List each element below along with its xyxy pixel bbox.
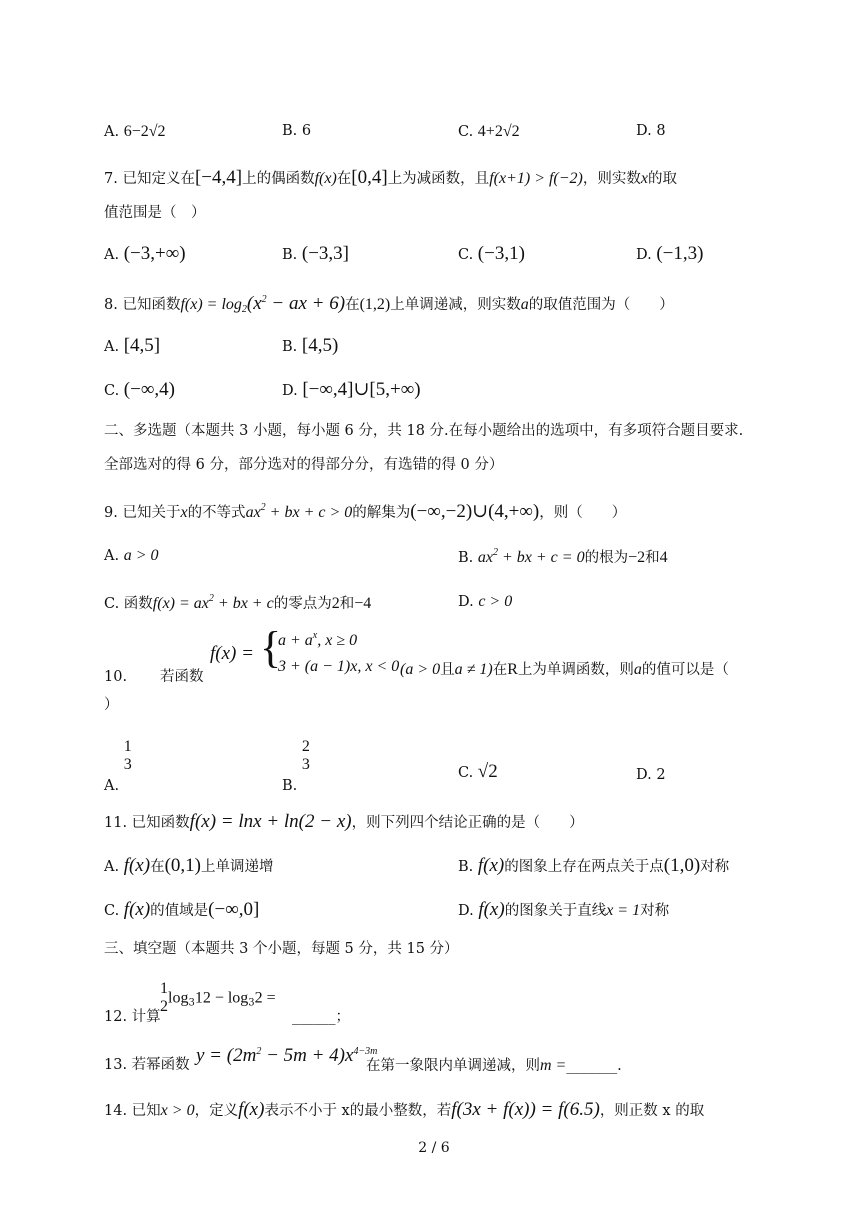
q9-option-b bbox=[458, 548, 668, 566]
q10-option-a bbox=[104, 738, 132, 795]
fraction-numerator: 1 bbox=[160, 980, 168, 997]
option-text: 和 bbox=[339, 596, 355, 612]
fraction-denominator: 3 bbox=[123, 756, 132, 774]
q7-option-c bbox=[458, 244, 525, 263]
stem-text: 若函数 bbox=[160, 669, 204, 685]
q8-option-d bbox=[282, 380, 421, 399]
math-part: f(x) = log bbox=[180, 296, 242, 313]
question-number: 12. bbox=[104, 1009, 128, 1025]
stem-text: . bbox=[617, 1058, 622, 1074]
math: f(x+1) > f(−2) bbox=[489, 170, 583, 187]
math: f(x) bbox=[123, 899, 151, 920]
q9-option-a bbox=[104, 548, 159, 564]
q10-option-c bbox=[458, 762, 498, 781]
option-text: 的值域是 bbox=[150, 903, 209, 919]
fraction bbox=[302, 738, 310, 775]
math: f(x) bbox=[478, 899, 505, 920]
stem-text: ，则实数 bbox=[582, 171, 641, 187]
option-text: 4+2√2 bbox=[477, 123, 520, 140]
option-text: (−3,1) bbox=[477, 243, 525, 264]
q12-prefix bbox=[104, 1010, 161, 1025]
stem-text: 上的偶函数 bbox=[242, 171, 315, 187]
stem-text: 且 bbox=[440, 662, 455, 678]
math-part: log bbox=[168, 989, 189, 1007]
option-text: 函数 bbox=[123, 596, 153, 612]
q13-prefix bbox=[104, 1058, 190, 1073]
q11-option-b bbox=[458, 856, 729, 875]
q8-option-c bbox=[104, 380, 175, 399]
q11-stem bbox=[104, 812, 584, 831]
math-part: − ax + 6) bbox=[266, 293, 346, 314]
math: −4 bbox=[354, 595, 372, 612]
math: f(3x + f(x)) = f(6.5) bbox=[451, 1099, 600, 1120]
question-number: 14. bbox=[104, 1103, 128, 1119]
stem-text: ，则（ ） bbox=[539, 505, 627, 521]
option-label: D. bbox=[282, 383, 298, 399]
math-part: f(x) = ax bbox=[152, 595, 209, 612]
math: [0,4] bbox=[351, 167, 388, 188]
math-part: ax bbox=[477, 549, 493, 566]
option-label: C. bbox=[104, 596, 120, 612]
option-text: 的根为 bbox=[584, 550, 629, 566]
math-part: 3 + (a − 1)x, x < 0 bbox=[278, 658, 400, 675]
q11-option-d bbox=[458, 900, 669, 919]
q10-stem-line2: ） bbox=[104, 697, 119, 713]
piecewise-lhs: f(x) = bbox=[210, 643, 254, 664]
option-label: D. bbox=[636, 123, 652, 139]
math: f(x) = lnx + ln(2 − x) bbox=[189, 811, 352, 832]
stem-text: 上为单调函数，则 bbox=[517, 662, 634, 678]
math: (a > 0 bbox=[400, 661, 441, 678]
question-number: 7. bbox=[104, 171, 118, 187]
option-text: 6−2√2 bbox=[123, 123, 166, 140]
math-part: y = (2m bbox=[196, 1045, 257, 1066]
math: f(x) bbox=[238, 1099, 265, 1120]
math: x bbox=[640, 170, 648, 187]
option-label: B. bbox=[458, 859, 474, 875]
section-2-heading-line2: 全部选对的得 6 分，部分选对的得部分分，有选错的得 0 分） bbox=[104, 457, 504, 473]
option-label: A. bbox=[104, 778, 120, 795]
stem-text: 计算 bbox=[131, 1009, 161, 1025]
math: f(x) bbox=[123, 855, 151, 876]
question-number: 8. bbox=[104, 297, 118, 313]
math: (1,0) bbox=[663, 855, 701, 876]
math: x bbox=[180, 504, 188, 521]
option-text: [−∞,4]∪[5,+∞) bbox=[302, 379, 421, 400]
math: (1,2) bbox=[359, 296, 391, 313]
math: (−∞,0] bbox=[208, 899, 260, 920]
option-label: A. bbox=[104, 548, 120, 564]
math: (0,1) bbox=[164, 855, 201, 876]
fraction bbox=[124, 738, 132, 775]
stem-text: 已知定义在 bbox=[122, 171, 195, 187]
fraction-numerator: 2 bbox=[301, 738, 310, 755]
piecewise-case-1 bbox=[278, 631, 357, 649]
question-number: 10. bbox=[104, 669, 128, 685]
q6-option-b bbox=[282, 124, 311, 139]
q12-expression bbox=[160, 980, 276, 1017]
math bbox=[180, 293, 346, 315]
q13-tail bbox=[366, 1058, 622, 1074]
option-text: 的零点为 bbox=[273, 596, 332, 612]
stem-text: 已知函数 bbox=[122, 297, 181, 313]
stem-text: 的不等式 bbox=[187, 505, 246, 521]
math-sup: 2 bbox=[492, 547, 498, 558]
answer-blank[interactable]: _______ bbox=[566, 1058, 618, 1074]
option-label: A. bbox=[104, 339, 120, 355]
option-text: 的图象关于直线 bbox=[504, 903, 607, 919]
math: a ≠ 1) bbox=[454, 661, 493, 678]
fraction-numerator: 1 bbox=[123, 738, 132, 755]
option-label: B. bbox=[282, 123, 298, 139]
section-3-heading: 三、填空题（本题共 3 个小题，每题 5 分，共 15 分） bbox=[104, 941, 459, 957]
option-text: 8 bbox=[656, 123, 666, 139]
option-text: c > 0 bbox=[478, 593, 513, 610]
option-text: 上单调递增 bbox=[200, 859, 274, 875]
q7-option-a bbox=[104, 244, 186, 263]
option-text: 对称 bbox=[640, 903, 670, 919]
math-part: , x ≥ 0 bbox=[317, 632, 358, 649]
q12-answer bbox=[292, 1010, 350, 1025]
q7-stem bbox=[104, 168, 677, 187]
stem-text: ； bbox=[335, 1009, 350, 1025]
q6-option-d bbox=[636, 124, 666, 139]
option-label: D. bbox=[458, 594, 474, 610]
option-text: [4,5) bbox=[301, 335, 339, 356]
option-text: (−3,+∞) bbox=[123, 243, 186, 264]
q10-condition bbox=[400, 662, 729, 678]
math: a bbox=[633, 661, 642, 678]
option-label: C. bbox=[458, 765, 474, 781]
math-sup: 4−3m bbox=[353, 1046, 378, 1057]
math-sup: 2 bbox=[261, 294, 267, 305]
math-sub: 2 bbox=[241, 304, 247, 315]
math-sup: 2 bbox=[260, 502, 266, 513]
math: x > 0 bbox=[160, 1102, 195, 1119]
q8-option-a bbox=[104, 336, 160, 355]
fraction-denominator: 3 bbox=[301, 756, 310, 774]
option-label: D. bbox=[636, 767, 652, 783]
q9-option-d bbox=[458, 594, 512, 610]
page-number: 2 / 6 bbox=[418, 1140, 450, 1156]
math-part: + bx + c > 0 bbox=[265, 504, 353, 521]
option-text: 在 bbox=[150, 859, 165, 875]
option-label: C. bbox=[458, 124, 474, 140]
q6-option-a bbox=[104, 124, 166, 140]
q7-stem-line2: 值范围是（ ） bbox=[104, 205, 206, 221]
math: −2 bbox=[628, 549, 646, 566]
question-number: 13. bbox=[104, 1057, 128, 1073]
option-text bbox=[478, 549, 585, 566]
math-part: + bx + c bbox=[213, 595, 274, 612]
stem-text: ，定义 bbox=[194, 1103, 239, 1119]
option-text: 和 bbox=[645, 550, 660, 566]
stem-text: 在 bbox=[492, 662, 508, 678]
option-label: A. bbox=[104, 247, 120, 263]
math-part: 2 = bbox=[254, 989, 276, 1007]
math-sup: 2 bbox=[208, 593, 214, 604]
math: f(x) bbox=[477, 855, 505, 876]
option-text: [4,5] bbox=[123, 335, 161, 356]
q9-option-c bbox=[104, 594, 371, 612]
math-part: a + a bbox=[278, 632, 313, 649]
stem-text: 在 bbox=[336, 171, 352, 187]
option-text: 的图象上存在两点关于点 bbox=[504, 859, 664, 875]
math-sub: 3 bbox=[188, 997, 195, 1009]
math-sup: x bbox=[312, 630, 318, 641]
math: f(x) bbox=[314, 170, 337, 187]
option-label: B. bbox=[282, 339, 298, 355]
math: m = bbox=[540, 1057, 567, 1074]
math: R bbox=[507, 661, 518, 678]
stem-text: 已知函数 bbox=[131, 815, 190, 831]
option-label: C. bbox=[104, 903, 120, 919]
section-2-heading: 二、多选题（本题共 3 小题，每小题 6 分，共 18 分.在每小题给出的选项中，有多项符合题目要求. bbox=[104, 423, 744, 439]
stem-text: 的解集为 bbox=[352, 505, 411, 521]
q11-option-a bbox=[104, 856, 273, 875]
stem-text: 表示不小于 x的最小整数，若 bbox=[264, 1103, 452, 1119]
q14-stem bbox=[104, 1100, 704, 1119]
math bbox=[153, 595, 274, 612]
option-text: (−1,3) bbox=[656, 243, 704, 264]
math: x = 1 bbox=[606, 902, 641, 919]
stem-text: ，则下列四个结论正确的是（ ） bbox=[351, 815, 584, 831]
math: [−4,4] bbox=[194, 167, 243, 188]
option-label: B. bbox=[282, 778, 298, 795]
stem-text: 上为减函数，且 bbox=[387, 171, 490, 187]
math: a bbox=[520, 296, 529, 313]
math bbox=[246, 504, 353, 521]
math-part: − 5m + 4)x bbox=[261, 1045, 354, 1066]
q8-stem bbox=[104, 294, 674, 315]
math: 2 bbox=[331, 595, 340, 612]
option-text: a > 0 bbox=[123, 547, 159, 564]
option-text: (−∞,4) bbox=[123, 379, 175, 400]
option-label: D. bbox=[636, 247, 652, 263]
option-label: A. bbox=[104, 124, 120, 140]
option-label: B. bbox=[282, 247, 298, 263]
stem-text: 已知关于 bbox=[122, 505, 181, 521]
stem-text: 已知 bbox=[131, 1103, 161, 1119]
option-label: A. bbox=[104, 859, 120, 875]
math-part: 12 − log bbox=[194, 989, 249, 1007]
option-text: 对称 bbox=[700, 859, 730, 875]
option-text: 2 bbox=[656, 767, 666, 783]
stem-text: 的值可以是（ bbox=[641, 662, 729, 678]
q7-option-d bbox=[636, 244, 703, 263]
stem-text: 的取 bbox=[648, 171, 677, 187]
math-sup: 2 bbox=[256, 1046, 262, 1057]
stem-text: 的取值范围为（ ） bbox=[528, 297, 674, 313]
stem-text: 若幂函数 bbox=[131, 1057, 190, 1073]
math-part: + bx + c = 0 bbox=[497, 549, 585, 566]
question-number: 11. bbox=[104, 815, 128, 831]
math-sub: 3 bbox=[248, 997, 255, 1009]
q10-option-d bbox=[636, 768, 666, 783]
stem-text: 在第一象限内单调递减，则 bbox=[366, 1058, 540, 1074]
q8-option-b bbox=[282, 336, 338, 355]
math-part: ax bbox=[245, 504, 261, 521]
fraction-denominator: 2 bbox=[160, 998, 168, 1016]
option-text: (−3,3] bbox=[301, 243, 349, 264]
piecewise-case-2 bbox=[278, 659, 399, 675]
option-text: 6 bbox=[301, 123, 312, 139]
q13-expression bbox=[196, 1046, 377, 1065]
math: (−∞,−2)∪(4,+∞) bbox=[410, 501, 540, 522]
option-label: B. bbox=[458, 550, 474, 566]
piecewise-brace: { bbox=[260, 623, 282, 672]
stem-text: 在 bbox=[345, 297, 360, 313]
math: 4 bbox=[659, 549, 668, 566]
q6-option-c bbox=[458, 124, 520, 140]
stem-text: 上单调递减，则实数 bbox=[390, 297, 521, 313]
math-part: (x bbox=[246, 293, 262, 314]
answer-blank[interactable]: ______ bbox=[292, 1009, 336, 1025]
option-label: D. bbox=[458, 903, 474, 919]
fraction bbox=[160, 980, 168, 1017]
q9-stem bbox=[104, 502, 626, 521]
option-text: √2 bbox=[477, 761, 498, 782]
stem-text: ，则正数 x 的取 bbox=[599, 1103, 705, 1119]
option-label: C. bbox=[104, 383, 120, 399]
q7-option-b bbox=[282, 244, 349, 263]
q11-option-c bbox=[104, 900, 259, 919]
q10-option-b bbox=[282, 738, 310, 795]
option-label: C. bbox=[458, 247, 474, 263]
question-number: 9. bbox=[104, 505, 118, 521]
